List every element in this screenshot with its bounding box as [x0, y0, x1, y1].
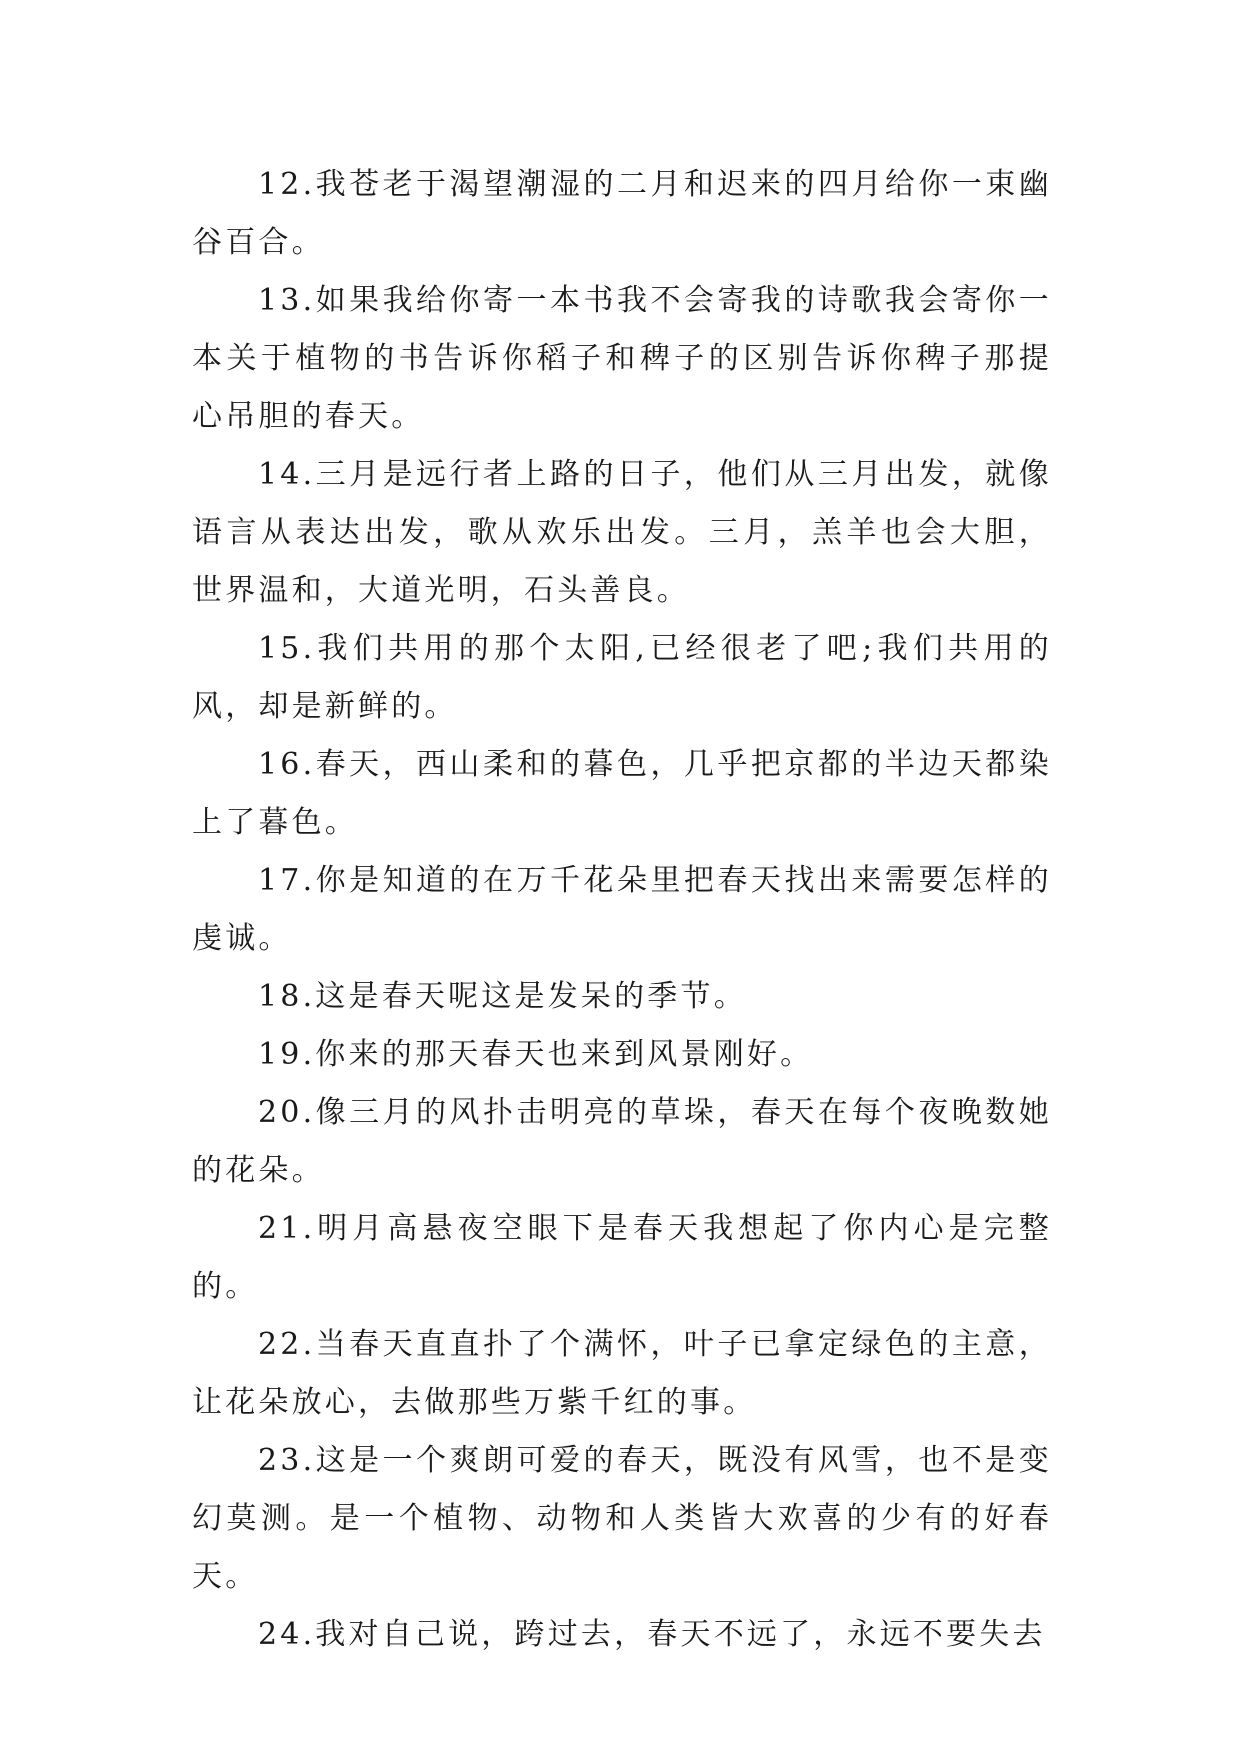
paragraph-20: 20.像三月的风扑击明亮的草垛，春天在每个夜晚数她的花朵。 [192, 1095, 1052, 1188]
paragraph-16: 16.春天，西山柔和的暮色，几乎把京都的半边天都染上了暮色。 [192, 747, 1052, 840]
paragraph-15: 15.我们共用的那个太阳,已经很老了吧;我们共用的风，却是新鲜的。 [192, 631, 1052, 724]
paragraph-13: 13.如果我给你寄一本书我不会寄我的诗歌我会寄你一本关于植物的书告诉你稻子和稗子的区别告诉你稗子那提心吊胆的春天。 [192, 283, 1052, 434]
paragraph-21: 21.明月高悬夜空眼下是春天我想起了你内心是完整的。 [192, 1211, 1052, 1304]
paragraph-19: 19.你来的那天春天也来到风景刚好。 [258, 1037, 814, 1072]
paragraph-17: 17.你是知道的在万千花朵里把春天找出来需要怎样的虔诚。 [192, 863, 1052, 956]
paragraph-24: 24.我对自己说，跨过去，春天不远了，永远不要失去 [258, 1617, 1046, 1652]
paragraph-14: 14.三月是远行者上路的日子，他们从三月出发，就像语言从表达出发，歌从欢乐出发。三月，羔羊也会大胆，世界温和，大道光明，石头善良。 [192, 457, 1052, 608]
paragraph-22: 22.当春天直直扑了个满怀，叶子已拿定绿色的主意，让花朵放心，去做那些万紫千红的事。 [192, 1327, 1052, 1420]
paragraph-12: 12.我苍老于渴望潮湿的二月和迟来的四月给你一束幽谷百合。 [192, 167, 1052, 260]
paragraph-23: 23.这是一个爽朗可爱的春天，既没有风雪，也不是变幻莫测。是一个植物、动物和人类皆大欢喜的少有的好春天。 [192, 1443, 1052, 1594]
paragraph-18: 18.这是春天呢这是发呆的季节。 [258, 979, 747, 1014]
document-body [192, 156, 1052, 1664]
